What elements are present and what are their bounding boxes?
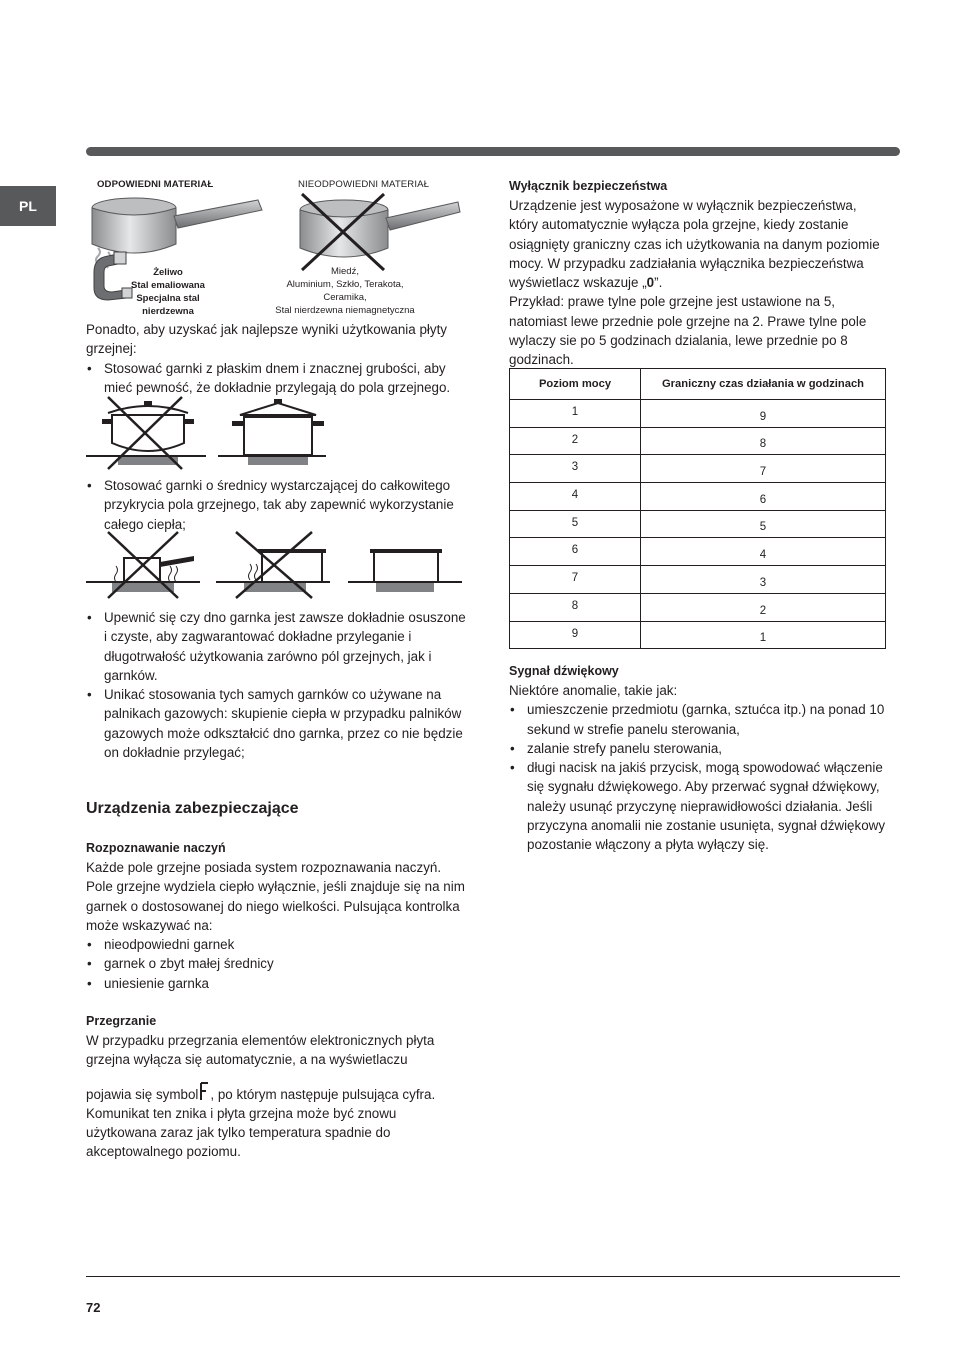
table-row [510,483,886,511]
recognition-section [86,839,466,993]
safety-switch-title: Wyłącznik bezpieczeństwa [509,179,668,193]
overheat-section [86,1012,466,1162]
beep-list [509,700,889,854]
safety-switch-section [509,177,889,370]
power-level-cell: 2 [510,427,641,455]
table-row [510,593,886,621]
suitable-material-title: ODPOWIEDNI MATERIAŁ [97,179,214,190]
time-limit-cell: 2 [641,593,886,621]
list-item: • umieszczenie przedmiotu (garnka, sztućca itp.) na ponad 10 sekund w strefie panelu sterowania, [509,700,889,739]
time-limit-cell: 8 [641,427,886,455]
suitable-materials-list: Żeliwo Stal emaliowana Specjalna stal nierdzewna [131,267,205,317]
power-level-cell: 4 [510,483,641,511]
pot-size-illustration [86,530,466,600]
list-item: • garnek o zbyt małej średnicy [86,954,466,973]
table-header-row [510,369,886,400]
beep-intro: Niektóre anomalie, takie jak: [509,683,678,698]
table-row [510,455,886,483]
top-rule [86,147,900,156]
medium-pot-icon [216,549,330,592]
power-level-cell: 7 [510,566,641,594]
unsuitable-materials-list: Miedź, Aluminium, Szkło, Terakota, Ceramika, Stal nierdzewna niemagnetyczna [275,266,415,316]
time-limit-cell: 5 [641,510,886,538]
list-item: • nieodpowiedni garnek [86,935,466,954]
correct-size-pot-icon [348,549,462,592]
tips-list-1 [86,359,466,398]
power-level-cell: 5 [510,510,641,538]
table-row [510,621,886,649]
time-limit-cell: 6 [641,483,886,511]
time-limit-cell: 3 [641,566,886,594]
tips-list-3 [86,608,466,762]
power-level-cell: 3 [510,455,641,483]
power-level-cell: 9 [510,621,641,649]
page-number: 72 [86,1300,101,1315]
overheat-f-symbol-icon [200,1082,209,1101]
time-limit-cell: 7 [641,455,886,483]
bottom-rule [86,1276,900,1277]
table-row [510,400,886,428]
safety-switch-example: Przykład: prawe tylne pole grzejne jest ustawione na 5, natomiast lewe przednie pole grzejne na 2. Prawe tylne pole wylaczy sie po 5 godzinach dzialania, lewe przednie po 8 godzinach. [509,294,867,368]
overheat-title: Przegrzanie [86,1014,157,1028]
power-level-cell: 8 [510,593,641,621]
list-item: • długi nacisk na jakiś przycisk, mogą spowodować włączenie się sygnału dźwiękowego. Aby przerwać sygnał dźwiękowy, należy usunąć przyczynę nieprawidłowości działania. Jeśli przyczyna anomalii nie zostanie usunięta, sygnał dźwiękowy pozostanie włączony a płyta wyłączy się. [509,758,889,854]
list-item: • Unikać stosowania tych samych garnków co używane na palnikach gazowych: skupienie ciepła w przypadku palników gazowych może odkształcić dno garnka, przez co nie będzie on dokładnie przylegać; [86,685,466,762]
small-pot-icon [86,556,200,592]
list-item: • uniesienie garnka [86,974,466,993]
recognition-text: Każde pole grzejne posiada system rozpoznawania naczyń. Pole grzejne wydziela ciepło wyłącznie, jeśli znajduje się na nim garnek o dostosowanej do niego wielkości. Pulsująca kontrolka może wskazywać na: [86,860,465,933]
list-item: • zalanie strefy panelu sterowania, [509,739,889,758]
list-item: • Stosować garnki z płaskim dnem i znacznej grubości, aby mieć pewność, że dokładnie przylegają do pola grzejnego. [86,359,466,398]
column-header-time-limit: Graniczny czas działania w godzinach [641,369,886,400]
table-row [510,510,886,538]
beep-title: Sygnał dźwiękowy [509,664,619,678]
language-tab: PL [0,186,56,226]
flat-bottom-illustration [86,395,466,470]
table-body [510,400,886,649]
recognition-list [86,935,466,993]
table-row [510,427,886,455]
power-level-cell: 1 [510,400,641,428]
beep-section [509,662,889,855]
safety-switch-text: Urządzenie jest wyposażone w wyłącznik bezpieczeństwa, który automatycznie wyłącza pola grzejne, kiedy zostanie osiągnięty graniczny czas ich użytkowania na danym poziomie mocy. W przypadku zadziałania wyłącznika bezpieczeństwa wyświetlacz wskazuje „0”. [509,198,880,291]
tips-list-2 [86,476,466,534]
list-item: • Upewnić się czy dno garnka jest zawsze dokładnie osuszone i czyste, aby zagwarantować dokładne przyleganie i długotrwałość użytkowania zarówno pól grzejnych, jak i garnków. [86,608,466,685]
flat-pot-icon [218,399,326,465]
time-limit-cell: 4 [641,538,886,566]
intro-paragraph: Ponadto, aby uzyskać jak najlepsze wyniki użytkowania płyty grzejnej: [86,322,447,357]
overheat-text-a: W przypadku przegrzania elementów elektronicznych płyta grzejna wyłącza się automatycznie, a na wyświetlaczu [86,1033,435,1068]
table-row [510,566,886,594]
list-item: • Stosować garnki o średnicy wystarczającej do całkowitego przykrycia pola grzejnego, tak aby zapewnić wykorzystanie całego ciepła; [86,476,466,534]
unsuitable-material-title: NIEODPOWIEDNI MATERIAŁ [298,179,430,190]
time-limit-cell: 1 [641,621,886,649]
recognition-title: Rozpoznawanie naczyń [86,841,226,855]
time-limit-cell: 9 [641,400,886,428]
section-title: Urządzenia zabezpieczające [86,800,299,817]
table-row [510,538,886,566]
overheat-text-b: pojawia się symbol , po którym następuje pulsująca cyfra. Komunikat ten znika i płyta grzejna może być znowu użytkowana zaraz jak tylko temperatura spadnie do akceptowalnego poziomu. [86,1082,466,1162]
time-limit-table [509,368,886,649]
column-header-power-level: Poziom mocy [510,369,641,400]
power-level-cell: 6 [510,538,641,566]
